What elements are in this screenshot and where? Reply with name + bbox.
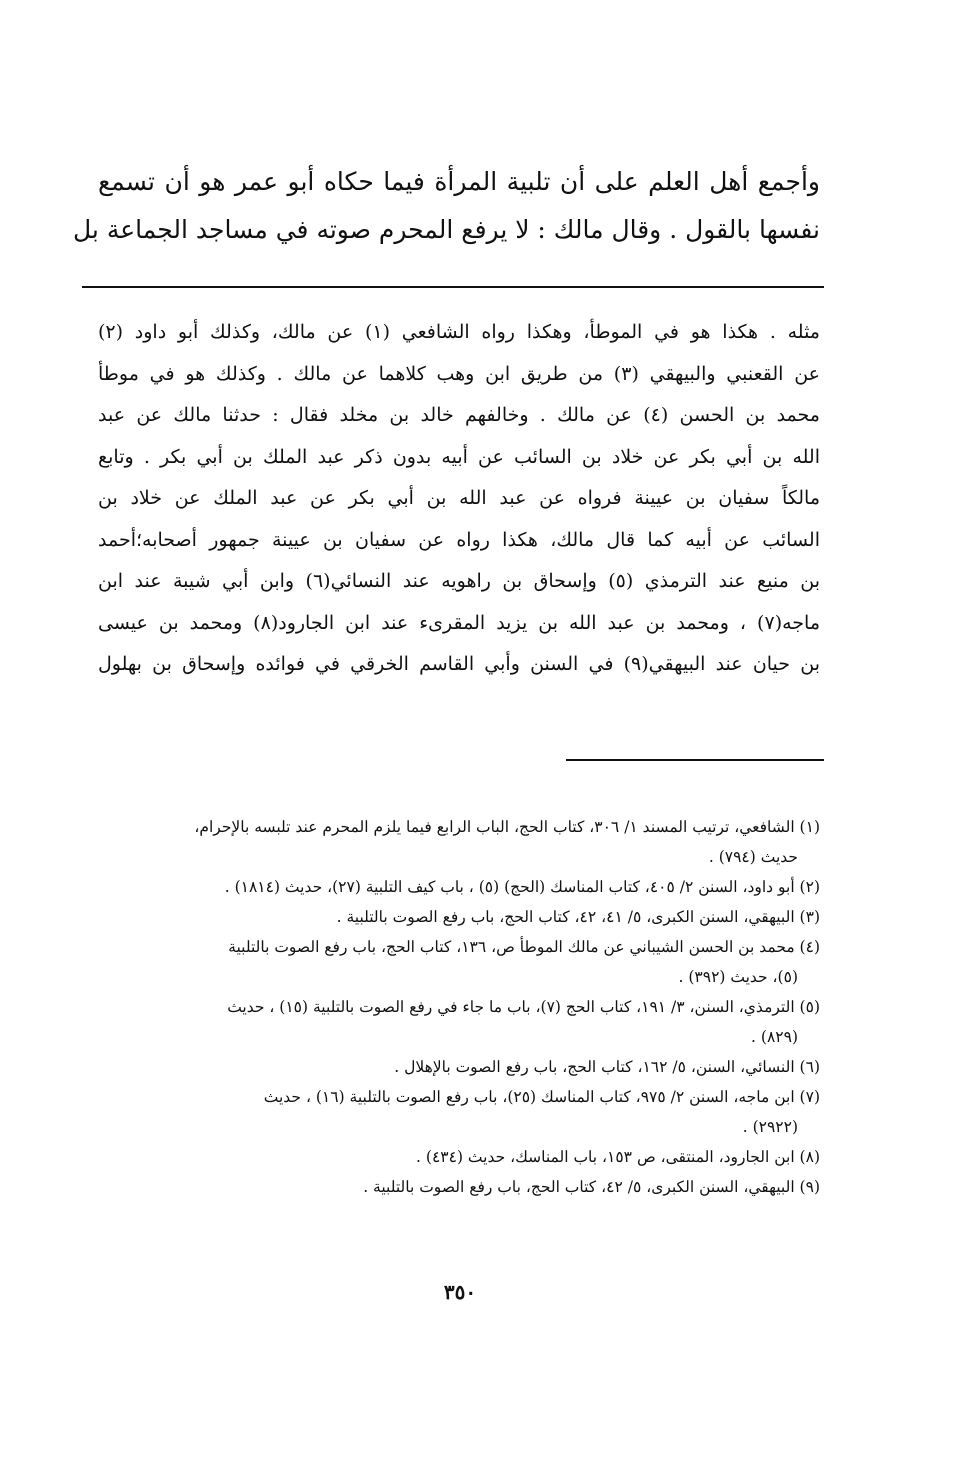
footnote-line: حديث (٧٩٤) . — [708, 848, 798, 866]
footnote-7 — [98, 1082, 820, 1142]
main-text-line: وأجمع أهل العلم على أن تلبية المرأة فيما حكاه أبو عمر هو أن تسمع — [98, 167, 820, 196]
footnote-line: (٥)، حديث (٣٩٢) . — [678, 968, 798, 986]
section-divider — [82, 286, 824, 288]
footnote-line: (٦) النسائي، السنن، ٥/ ١٦٢، كتاب الحج، باب رفع الصوت بالإهلال . — [394, 1058, 820, 1076]
main-text-line: نفسها بالقول . وقال مالك : لا يرفع المحرم صوته في مساجد الجماعة بل — [73, 215, 820, 244]
footnote-line: (٣) البيهقي، السنن الكبرى، ٥/ ٤١، ٤٢، كتاب الحج، باب رفع الصوت بالتلبية . — [336, 908, 820, 926]
commentary-text — [98, 312, 820, 686]
footnote-line: (٥) الترمذي، السنن، ٣/ ١٩١، كتاب الحج (٧)، باب ما جاء في رفع الصوت بالتلبية (١٥) ، حديث — [227, 998, 820, 1016]
footnote-line: (٤) محمد بن الحسن الشيباني عن مالك الموطأ ص، ١٣٦، كتاب الحج، باب رفع الصوت بالتلبية — [228, 938, 820, 956]
commentary-line: بن منيع عند الترمذي (٥) وإسحاق بن راهويه عند النسائي(٦) وابن أبي شيبة عند ابن — [98, 570, 820, 592]
footnote-line: (٢) أبو داود، السنن ٢/ ٤٠٥، كتاب المناسك (الحج) (٥) ، باب كيف التلبية (٢٧)، حديث (١٨١٤) . — [224, 878, 820, 896]
footnote-2 — [98, 872, 820, 902]
footnote-4 — [98, 932, 820, 992]
commentary-line: ماجه(٧) ، ومحمد بن عبد الله بن يزيد المقرىء عند ابن الجارود(٨) ومحمد بن عيسى — [98, 611, 820, 634]
footnote-1 — [98, 812, 820, 872]
commentary-line: السائب عن أبيه كما قال مالك، هكذا رواه عن سفيان بن عيينة جمهور أصحابه؛أحمد — [98, 528, 820, 551]
main-text — [73, 158, 820, 254]
footnote-line: (٢٩٢٢) . — [742, 1118, 798, 1136]
commentary-line: الله بن أبي بكر عن خلاد بن السائب عن أبيه بدون ذكر عبد الملك بن أبي بكر . وتابع — [98, 445, 820, 468]
footnote-line: (٨٢٩) . — [751, 1028, 798, 1046]
footnote-line: (٨) ابن الجارود، المنتقى، ص ١٥٣، باب المناسك، حديث (٤٣٤) . — [416, 1148, 820, 1166]
commentary-line: مثله . هكذا هو في الموطأ، وهكذا رواه الشافعي (١) عن مالك، وكذلك أبو داود (٢) — [98, 321, 820, 343]
footnotes — [98, 812, 820, 1202]
footnote-divider — [566, 759, 824, 761]
commentary-line: مالكاً سفيان بن عيينة فرواه عن عبد الله بن أبي بكر عن عبد الملك عن خلاد بن — [98, 487, 820, 509]
footnote-line: (٩) البيهقي، السنن الكبرى، ٥/ ٤٢، كتاب الحج، باب رفع الصوت بالتلبية . — [363, 1178, 820, 1196]
footnote-9 — [98, 1172, 820, 1202]
footnote-line: (١) الشافعي، ترتيب المسند ١/ ٣٠٦، كتاب الحج، الباب الرابع فيما يلزم المحرم عند تلبسه بالإحرام، — [194, 818, 820, 836]
footnote-8 — [98, 1142, 820, 1172]
commentary-line: محمد بن الحسن (٤) عن مالك . وخالفهم خالد بن مخلد فقال : حدثنا مالك عن عبد — [98, 404, 820, 426]
footnote-line: (٧) ابن ماجه، السنن ٢/ ٩٧٥، كتاب المناسك (٢٥)، باب رفع الصوت بالتلبية (١٦) ، حديث — [263, 1088, 820, 1106]
commentary-line: بن حيان عند البيهقي(٩) في السنن وأبي القاسم الخرقي في فوائده وإسحاق بن بهلول — [98, 653, 820, 675]
footnote-6 — [98, 1052, 820, 1082]
footnote-3 — [98, 902, 820, 932]
page-number: ٣٥٠ — [443, 1280, 477, 1304]
footnote-5 — [98, 992, 820, 1052]
commentary-line: عن القعنبي والبيهقي (٣) من طريق ابن وهب كلاهما عن مالك . وكذلك هو في موطأ — [98, 362, 820, 385]
